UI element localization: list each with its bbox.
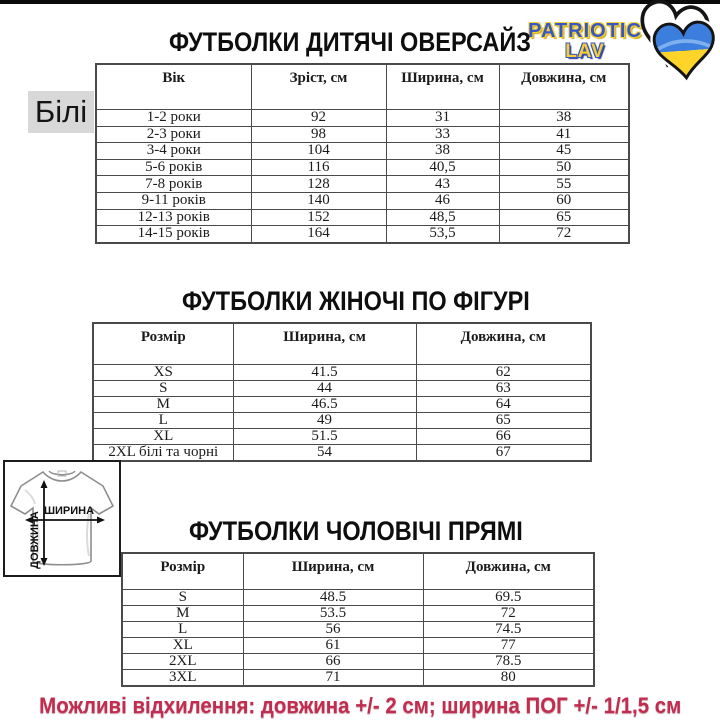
table-row xyxy=(96,209,629,226)
cell: XS xyxy=(93,365,233,381)
section-title-women-text: ФУТБОЛКИ ЖІНОЧІ ПО ФІГУРІ xyxy=(182,286,530,316)
table-row xyxy=(122,638,594,654)
section-title-women xyxy=(0,286,712,317)
cell: 44 xyxy=(233,381,416,397)
cell: 9-11 років xyxy=(96,192,251,209)
cell: 43 xyxy=(386,176,499,193)
cell: 80 xyxy=(423,670,594,687)
cell: 49 xyxy=(233,413,416,429)
cell: 5-6 років xyxy=(96,159,251,176)
women-col-size: Розмір xyxy=(93,323,233,365)
men-col-width: Ширина, см xyxy=(243,553,423,590)
table-row xyxy=(122,590,594,606)
table-row xyxy=(96,143,629,160)
cell: 48.5 xyxy=(243,590,423,606)
cell: 98 xyxy=(251,126,386,143)
table-row xyxy=(96,126,629,143)
table-row xyxy=(96,110,629,127)
cell: 65 xyxy=(499,209,629,226)
men-col-size: Розмір xyxy=(122,553,243,590)
cell: 3-4 роки xyxy=(96,143,251,160)
table-row xyxy=(96,159,629,176)
cell: 55 xyxy=(499,176,629,193)
table-row xyxy=(96,192,629,209)
cell: XL xyxy=(122,638,243,654)
cell: 2-3 роки xyxy=(96,126,251,143)
cell: 62 xyxy=(416,365,591,381)
men-size-table xyxy=(121,552,595,687)
cell: M xyxy=(122,606,243,622)
kids-col-length: Довжина, см xyxy=(499,64,629,110)
table-row xyxy=(122,622,594,638)
men-col-length: Довжина, см xyxy=(423,553,594,590)
cell: 104 xyxy=(251,143,386,160)
cell: 54 xyxy=(233,445,416,462)
cell: 40,5 xyxy=(386,159,499,176)
width-arrow-label: ШИРИНА xyxy=(43,505,95,517)
brand-name-line2: LAV xyxy=(565,41,605,62)
cell: 50 xyxy=(499,159,629,176)
cell: 61 xyxy=(243,638,423,654)
cell: 66 xyxy=(416,429,591,445)
table-row xyxy=(122,606,594,622)
cell: 51.5 xyxy=(233,429,416,445)
section-title-kids-text: ФУТБОЛКИ ДИТЯЧІ ОВЕРСАЙЗ xyxy=(169,27,531,57)
cell: 74.5 xyxy=(423,622,594,638)
cell: 64 xyxy=(416,397,591,413)
cell: 60 xyxy=(499,192,629,209)
cell: 78.5 xyxy=(423,654,594,670)
cell: 65 xyxy=(416,413,591,429)
table-row xyxy=(122,654,594,670)
cell: 48,5 xyxy=(386,209,499,226)
women-col-length: Довжина, см xyxy=(416,323,591,365)
cell: M xyxy=(93,397,233,413)
cell: 2XL білі та чорні xyxy=(93,445,233,462)
tolerance-note xyxy=(0,693,720,719)
cell: 66 xyxy=(243,654,423,670)
cell: 7-8 років xyxy=(96,176,251,193)
cell: 77 xyxy=(423,638,594,654)
cell: 41.5 xyxy=(233,365,416,381)
cell: S xyxy=(122,590,243,606)
tolerance-note-text: Можливі відхилення: довжина +/- 2 см; ширина ПОГ +/- 1/1,5 см xyxy=(38,693,682,718)
cell: 45 xyxy=(499,143,629,160)
cell: 3XL xyxy=(122,670,243,687)
brand-name-line1: PATRIOTIC xyxy=(528,20,642,42)
cell: 31 xyxy=(386,110,499,127)
cell: 72 xyxy=(423,606,594,622)
length-arrow-label: ДОВЖИНА xyxy=(29,511,41,569)
cell: 2XL xyxy=(122,654,243,670)
top-border-bar xyxy=(0,0,720,4)
cell: 140 xyxy=(251,192,386,209)
cell: 71 xyxy=(243,670,423,687)
section-title-men-text: ФУТБОЛКИ ЧОЛОВІЧІ ПРЯМІ xyxy=(189,516,523,546)
cell: 53.5 xyxy=(243,606,423,622)
table-row xyxy=(96,176,629,193)
cell: 33 xyxy=(386,126,499,143)
table-row xyxy=(93,429,591,445)
cell: 72 xyxy=(499,226,629,243)
cell: XL xyxy=(93,429,233,445)
cell: 46 xyxy=(386,192,499,209)
women-header-row xyxy=(93,323,591,365)
cell: 128 xyxy=(251,176,386,193)
cell: 63 xyxy=(416,381,591,397)
cell: L xyxy=(93,413,233,429)
cell: 67 xyxy=(416,445,591,462)
kids-size-table xyxy=(95,63,630,244)
cell: 1-2 роки xyxy=(96,110,251,127)
cell: 56 xyxy=(243,622,423,638)
cell: 14-15 років xyxy=(96,226,251,243)
cell: 38 xyxy=(499,110,629,127)
kids-header-row xyxy=(96,64,629,110)
men-header-row xyxy=(122,553,594,590)
kids-col-age: Вік xyxy=(96,64,251,110)
cell: 38 xyxy=(386,143,499,160)
kids-col-width: Ширина, см xyxy=(386,64,499,110)
cell: 164 xyxy=(251,226,386,243)
cell: 12-13 років xyxy=(96,209,251,226)
cell: L xyxy=(122,622,243,638)
table-row xyxy=(93,381,591,397)
table-row xyxy=(122,670,594,687)
section-title-kids xyxy=(0,27,700,58)
cell: 116 xyxy=(251,159,386,176)
cell: 46.5 xyxy=(233,397,416,413)
cell: 53,5 xyxy=(386,226,499,243)
cell: 152 xyxy=(251,209,386,226)
women-col-width: Ширина, см xyxy=(233,323,416,365)
cell: 69.5 xyxy=(423,590,594,606)
cell: 92 xyxy=(251,110,386,127)
women-size-table xyxy=(92,322,592,462)
kids-col-height: Зріст, см xyxy=(251,64,386,110)
color-variant-label: Білі xyxy=(28,91,94,133)
table-row xyxy=(93,365,591,381)
cell: 41 xyxy=(499,126,629,143)
cell: S xyxy=(93,381,233,397)
table-row xyxy=(96,226,629,243)
section-title-men xyxy=(0,516,712,547)
table-row xyxy=(93,445,591,462)
table-row xyxy=(93,397,591,413)
table-row xyxy=(93,413,591,429)
